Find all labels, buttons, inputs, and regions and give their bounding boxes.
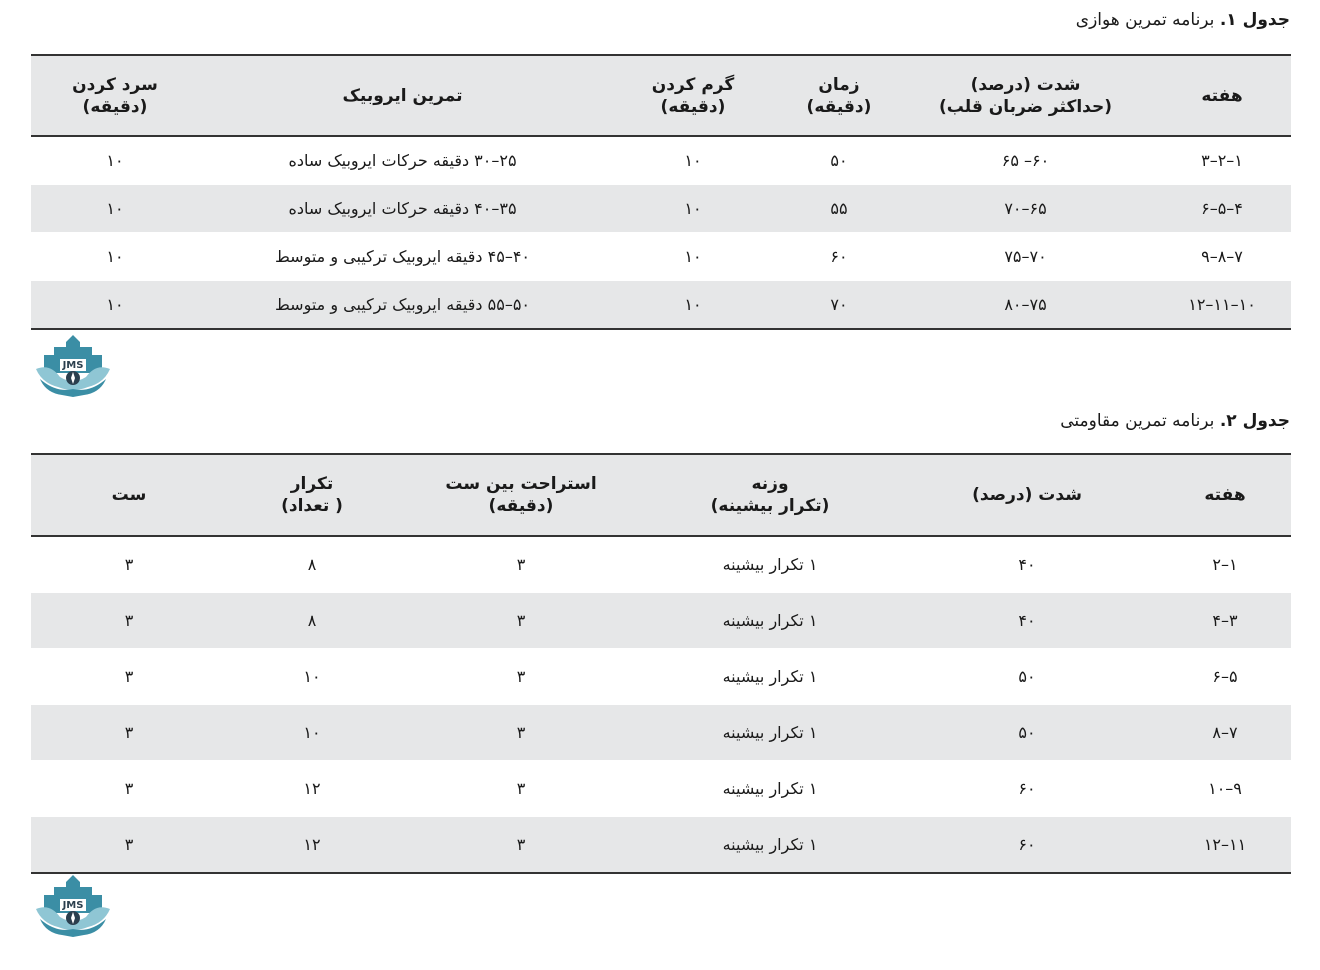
- header-cooldown-line2: (دقیقه): [82, 96, 148, 117]
- cell-duration: ۵۵: [830, 198, 848, 218]
- header-rest-between-sets: [397, 473, 645, 517]
- table-row: [31, 281, 1291, 328]
- cell-sets: ۳: [124, 834, 134, 854]
- cell-rest: ۳: [516, 722, 526, 742]
- cell-duration: ۶۰: [830, 246, 848, 266]
- table-row: [31, 817, 1291, 872]
- header-duration-line1: زمان: [818, 74, 860, 95]
- logo-text: JMS: [62, 360, 84, 371]
- header-rest-line1: استراحت بین ست: [445, 474, 597, 494]
- header-warmup: [606, 74, 780, 118]
- cell-week: ۱–۲: [1212, 554, 1238, 574]
- cell-weight: ۱ تکرار بیشینه: [722, 554, 818, 574]
- header-repetitions: [227, 473, 397, 517]
- header-warmup-line2: (دقیقه): [660, 96, 726, 117]
- cell-aerobic-exercise: ۴۰–۴۵ دقیقه ایروبیک ترکیبی و متوسط: [274, 246, 530, 266]
- cell-week: ۹–۱۰: [1208, 778, 1242, 798]
- cell-warmup: ۱۰: [684, 246, 702, 266]
- cell-intensity: ۵۰: [1018, 722, 1036, 742]
- header-weight-line1: وزنه: [751, 474, 789, 494]
- cell-sets: ۳: [124, 778, 134, 798]
- cell-sets: ۳: [124, 610, 134, 630]
- header-duration-line2: (دقیقه): [806, 96, 872, 117]
- header-intensity: شدت (درصد): [972, 485, 1082, 505]
- cell-week: ۷–۸–۹: [1201, 246, 1243, 266]
- cell-week: ۳–۴: [1212, 610, 1238, 630]
- cell-intensity: ۵۰: [1018, 666, 1036, 686]
- cell-aerobic-exercise: ۵۰–۵۵ دقیقه ایروبیک ترکیبی و متوسط: [274, 294, 530, 314]
- cell-intensity: ۴۰: [1018, 610, 1036, 630]
- logo-text: JMS: [62, 900, 84, 911]
- resistance-training-table: [31, 453, 1291, 874]
- cell-cooldown: ۱۰: [106, 150, 124, 170]
- cell-rest: ۳: [516, 666, 526, 686]
- cell-repetitions: ۱۰: [303, 722, 321, 742]
- cell-repetitions: ۸: [307, 610, 317, 630]
- header-week: هفته: [1204, 485, 1246, 505]
- cell-aerobic-exercise: ۲۵–۳۰ دقیقه حرکات ایروبیک ساده: [288, 150, 517, 170]
- cell-weight: ۱ تکرار بیشینه: [722, 722, 818, 742]
- cell-repetitions: ۱۰: [303, 666, 321, 686]
- cell-week: ۷–۸: [1212, 722, 1238, 742]
- cell-rest: ۳: [516, 610, 526, 630]
- cell-week: ۴–۵–۶: [1201, 198, 1243, 218]
- header-aerobic-exercise: تمرین ایروبیک: [342, 85, 463, 106]
- aerobic-training-table: [31, 54, 1291, 330]
- cell-duration: ۵۰: [830, 150, 848, 170]
- cell-sets: ۳: [124, 722, 134, 742]
- cell-intensity: ۶۵–۷۰: [1004, 198, 1047, 218]
- journal-logo-icon: [30, 333, 116, 399]
- header-repetitions-line2: ( تعداد): [281, 496, 343, 516]
- cell-week: ۱۱–۱۲: [1203, 834, 1247, 854]
- cell-warmup: ۱۰: [684, 198, 702, 218]
- cell-rest: ۳: [516, 834, 526, 854]
- cell-weight: ۱ تکرار بیشینه: [722, 778, 818, 798]
- header-warmup-line1: گرم کردن: [651, 74, 735, 95]
- table-row: [31, 233, 1291, 281]
- header-duration: [780, 74, 898, 118]
- header-cooldown: [31, 74, 199, 118]
- table-row: [31, 649, 1291, 705]
- header-cooldown-line1: سرد کردن: [72, 74, 158, 95]
- cell-rest: ۳: [516, 554, 526, 574]
- journal-logo: [30, 873, 116, 939]
- journal-logo: [30, 333, 116, 399]
- cell-rest: ۳: [516, 778, 526, 798]
- table2-header-row: [31, 455, 1291, 537]
- cell-warmup: ۱۰: [684, 294, 702, 314]
- cell-sets: ۳: [124, 666, 134, 686]
- cell-intensity: ۷۵–۸۰: [1004, 294, 1047, 314]
- table2-caption-label: جدول ۲.: [1219, 411, 1290, 431]
- cell-weight: ۱ تکرار بیشینه: [722, 834, 818, 854]
- table-row: [31, 537, 1291, 593]
- header-intensity-line2: (حداکثر ضربان قلب): [938, 96, 1113, 117]
- header-weight-line2: (تکرار بیشینه): [710, 496, 830, 516]
- cell-cooldown: ۱۰: [106, 198, 124, 218]
- cell-aerobic-exercise: ۳۵–۴۰ دقیقه حرکات ایروبیک ساده: [288, 198, 517, 218]
- table2-caption: [1060, 411, 1290, 431]
- header-rest-line2: (دقیقه): [488, 496, 554, 516]
- cell-sets: ۳: [124, 554, 134, 574]
- cell-cooldown: ۱۰: [106, 294, 124, 314]
- cell-weight: ۱ تکرار بیشینه: [722, 610, 818, 630]
- header-repetitions-line1: تکرار: [290, 474, 334, 494]
- cell-intensity: ۷۰–۷۵: [1004, 246, 1047, 266]
- cell-warmup: ۱۰: [684, 150, 702, 170]
- table-row: [31, 705, 1291, 761]
- cell-cooldown: ۱۰: [106, 246, 124, 266]
- journal-logo-icon: [30, 873, 116, 939]
- cell-week: ۱–۲–۳: [1201, 150, 1243, 170]
- header-week: هفته: [1201, 85, 1243, 106]
- cell-repetitions: ۱۲: [303, 778, 321, 798]
- cell-intensity: ۶۰– ۶۵: [1001, 150, 1050, 170]
- cell-week: ۱۰–۱۱–۱۲: [1188, 294, 1256, 314]
- table-row: [31, 137, 1291, 185]
- cell-week: ۵–۶: [1212, 666, 1238, 686]
- cell-repetitions: ۱۲: [303, 834, 321, 854]
- table-row: [31, 593, 1291, 649]
- cell-weight: ۱ تکرار بیشینه: [722, 666, 818, 686]
- header-intensity-line1: شدت (درصد): [970, 74, 1081, 95]
- table1-caption-text: برنامه تمرین هوازی: [1075, 10, 1215, 30]
- header-sets: ست: [111, 485, 147, 505]
- table2-caption-text: برنامه تمرین مقاومتی: [1060, 411, 1215, 431]
- table1-header-row: [31, 56, 1291, 137]
- header-intensity: [898, 74, 1153, 118]
- header-weight: [645, 473, 895, 517]
- cell-repetitions: ۸: [307, 554, 317, 574]
- cell-intensity: ۴۰: [1018, 554, 1036, 574]
- cell-duration: ۷۰: [830, 294, 848, 314]
- table-row: [31, 761, 1291, 817]
- table1-caption-label: جدول ۱.: [1219, 10, 1290, 30]
- cell-intensity: ۶۰: [1018, 778, 1036, 798]
- table-row: [31, 185, 1291, 233]
- table1-caption: [1076, 10, 1290, 30]
- cell-intensity: ۶۰: [1018, 834, 1036, 854]
